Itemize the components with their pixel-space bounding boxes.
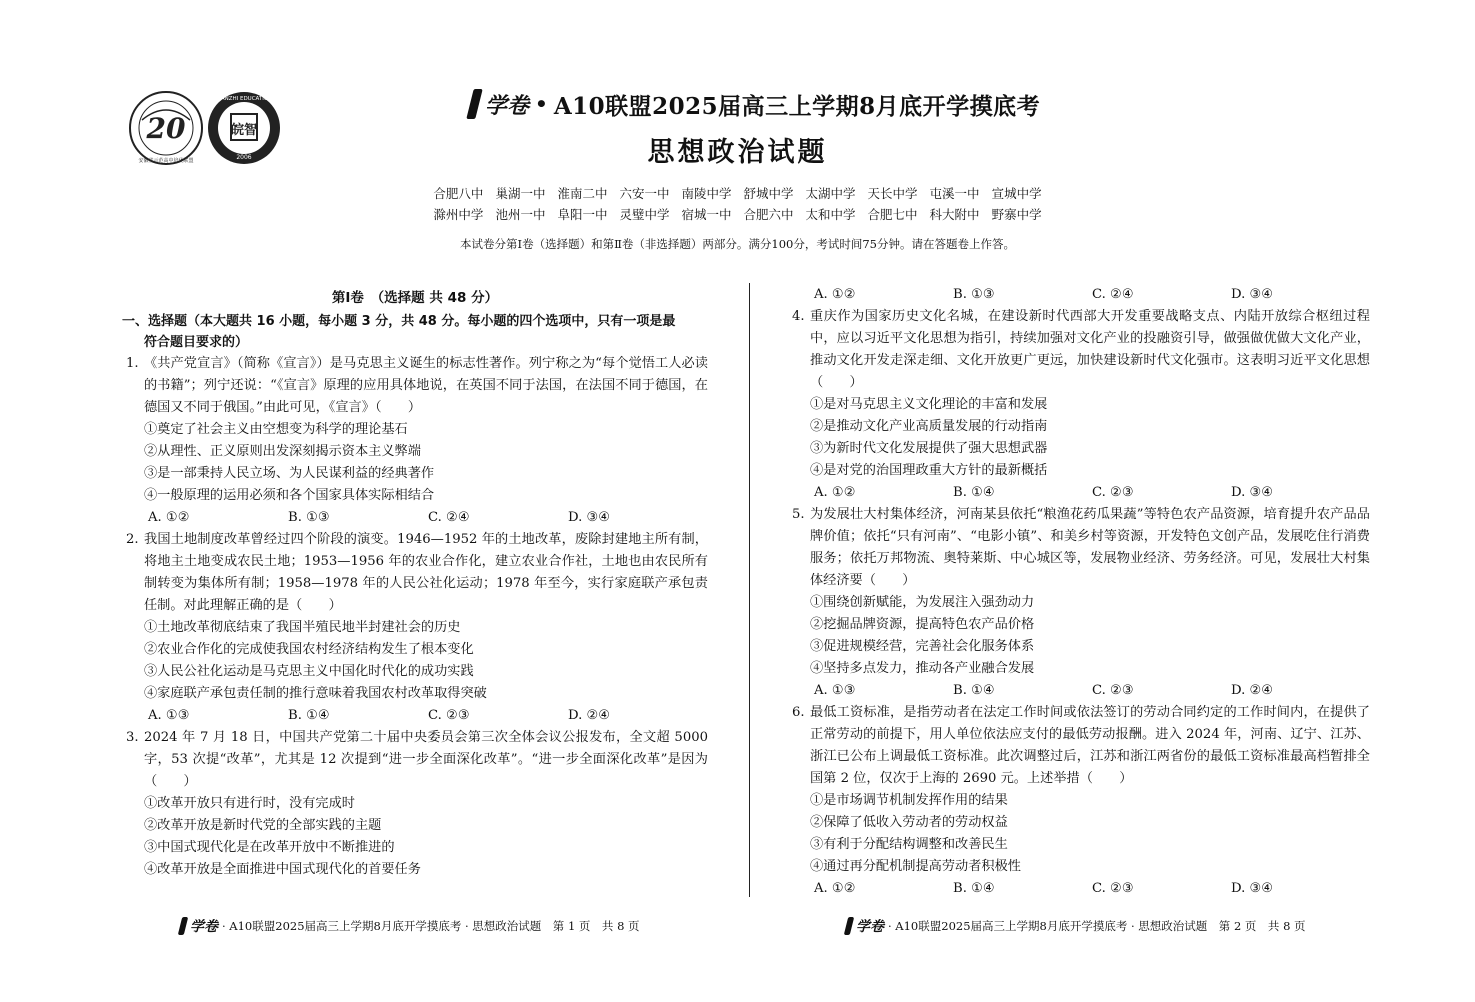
- question-statement: ①改革开放只有进行时，没有完成时: [144, 796, 355, 811]
- answer-choice: A. ①②: [148, 510, 190, 525]
- school-name: 六安一中: [619, 186, 670, 201]
- page-2-column: [788, 284, 1370, 900]
- question-item: [122, 727, 708, 881]
- answer-choice: A. ①②: [814, 881, 856, 896]
- question-statement: ③有利于分配结构调整和改善民生: [810, 837, 1008, 852]
- page-1-column: [122, 287, 708, 881]
- footer-brand-bar-icon: [178, 917, 188, 935]
- question-statement: ②是推动文化产业高质量发展的行动指南: [810, 419, 1048, 434]
- brand-bar-icon: [466, 89, 482, 119]
- title-dot: •: [535, 92, 548, 116]
- question-number: 1.: [126, 356, 139, 371]
- question-stem: 重庆作为国家历史文化名城，在建设新时代西部大开发重要战略支点、内陆开放综合枢纽过程中，应以习近平文化思想为指引，持续加强对文化产业的投融资引导，做强做优做大文化产业，推动文化开发走深走细、文化开放更广更远，加快建设新时代文化强市。这表明习近平文化思想（ ）: [810, 309, 1370, 390]
- answer-choice: C. ②③: [1092, 485, 1134, 500]
- wanzhi-seal-year: 2006: [236, 154, 252, 161]
- question-statement: ④改革开放是全面推进中国式现代化的首要任务: [144, 862, 421, 877]
- answer-choices: [788, 482, 1370, 504]
- svg-text:20: 20: [146, 112, 186, 145]
- question-statement: ①是对马克思主义文化理论的丰富和发展: [810, 397, 1048, 412]
- league-seal-text: 安徽省示范高中培优联盟: [138, 158, 194, 164]
- question-statement: ①是市场调节机制发挥作用的结果: [810, 793, 1008, 808]
- question-stem: 为发展壮大村集体经济，河南某县依托“粮渔花药瓜果蔬”等特色农产品资源，培育提升农产品品牌价值；依托“只有河南”、“电影小镇”、和美乡村等资源，开发特色文创产品，发展吃住行消费服务；依托万邦物流、奥特莱斯、中心城区等，发展物业经济、劳务经济。可见，发展壮大村集体经济要（ ）: [810, 507, 1370, 588]
- answer-choice: B. ①③: [953, 287, 995, 302]
- page-2-footer: [846, 916, 1306, 936]
- question-statement: ④是对党的治国理政重大方针的最新概括: [810, 463, 1048, 478]
- footer-brand-name: 学卷: [856, 919, 884, 935]
- answer-choice: A. ①②: [814, 485, 856, 500]
- question-item: [122, 529, 708, 705]
- answer-choice: C. ②③: [1092, 683, 1134, 698]
- subject-title: 思想政治试题: [647, 137, 828, 168]
- question-number: 6.: [792, 705, 805, 720]
- answer-choice: C. ②④: [428, 510, 470, 525]
- question-statement: ④坚持多点发力，推动各产业融合发展: [810, 661, 1035, 676]
- question-statement: ②保障了低收入劳动者的劳动权益: [810, 815, 1008, 830]
- answer-choice: A. ①②: [814, 287, 856, 302]
- exam-title-line: [470, 84, 1090, 124]
- question-statement: ①奠定了社会主义由空想变为科学的理论基石: [144, 422, 408, 437]
- exam-title: A10联盟2025届高三上学期8月底开学摸底考: [553, 92, 1041, 120]
- question-stem: 最低工资标准，是指劳动者在法定工作时间或依法签订的劳动合同约定的工作时间内，在提供了正常劳动的前提下，用人单位依法应支付的最低劳动报酬。进入 2024 年，河南、辽宁、江苏、浙江已公布上调最低工资标准。此次调整过后，江苏和浙江两省份的最低工资标准最高档暂排全国第 2 位，仅次于上海的 2690 元。上述举措（ ）: [810, 705, 1370, 786]
- answer-choice: A. ①③: [814, 683, 856, 698]
- question-item: [788, 702, 1370, 878]
- part-1-title: 第Ⅰ卷 （选择题 共 48 分）: [331, 290, 499, 306]
- school-name: 科大附中: [929, 207, 980, 222]
- page-1-footer: [180, 916, 640, 936]
- section-1-title: [122, 311, 708, 353]
- answer-choice: D. ③④: [1231, 485, 1274, 500]
- answer-choices: [788, 284, 1370, 306]
- school-name: 灵璧中学: [619, 207, 670, 222]
- answer-choice: C. ②③: [1092, 881, 1134, 896]
- school-name: 屯溪一中: [929, 186, 980, 201]
- schools-row-2: [0, 205, 1475, 223]
- school-name: 合肥六中: [743, 207, 794, 222]
- question-item: [788, 306, 1370, 482]
- school-name: 宣城中学: [991, 186, 1042, 201]
- column-divider: [749, 283, 750, 897]
- school-name: 太和中学: [805, 207, 856, 222]
- school-name: 合肥八中: [433, 186, 484, 201]
- answer-choices: [788, 680, 1370, 702]
- answer-choice: B. ①④: [288, 708, 330, 723]
- answer-choice: B. ①③: [288, 510, 330, 525]
- school-name: 南陵中学: [681, 186, 732, 201]
- school-name: 野寨中学: [991, 207, 1042, 222]
- question-statement: ③促进规模经营，完善社会化服务体系: [810, 639, 1035, 654]
- school-name: 滁州中学: [433, 207, 484, 222]
- question-number: 3.: [126, 730, 139, 745]
- school-name: 太湖中学: [805, 186, 856, 201]
- question-statement: ①围绕创新赋能，为发展注入强劲动力: [810, 595, 1035, 610]
- question-statement: ④一般原理的运用必须和各个国家具体实际相结合: [144, 488, 435, 503]
- question-statement: ②农业合作化的完成使我国农村经济结构发生了根本变化: [144, 642, 474, 657]
- answer-choice: C. ②③: [428, 708, 470, 723]
- schools-row-1: [0, 184, 1475, 202]
- section-1-line-1: 一、选择题（本大题共 16 小题，每小题 3 分，共 48 分。每小题的四个选项中，只有一项是最: [122, 314, 676, 329]
- question-item: [122, 353, 708, 507]
- answer-choices: [122, 705, 708, 727]
- school-name: 巢湖一中: [495, 186, 546, 201]
- footer-text: · A10联盟2025届高三上学期8月底开学摸底考 · 思想政治试题 第 2 页 共 8 页: [888, 919, 1306, 933]
- answer-choice: D. ②④: [568, 708, 611, 723]
- question-stem: 《共产党宣言》（简称《宣言》）是马克思主义诞生的标志性著作。列宁称之为“每个觉悟工人必读的书籍”；列宁还说：“《宣言》原理的应用具体地说，在英国不同于法国，在法国不同于德国，在德国又不同于俄国。”由此可见，《宣言》（ ）: [144, 356, 708, 415]
- school-name: 天长中学: [867, 186, 918, 201]
- wanzhi-seal-center: 皖智: [230, 123, 258, 138]
- question-statement: ②挖掘品牌资源，提高特色农产品价格: [810, 617, 1035, 632]
- question-statement: ④家庭联产承包责任制的推行意味着我国农村改革取得突破: [144, 686, 487, 701]
- question-statement: ③是一部秉持人民立场、为人民谋利益的经典著作: [144, 466, 435, 481]
- question-item: [788, 504, 1370, 680]
- answer-choice: D. ③④: [1231, 881, 1274, 896]
- footer-text: · A10联盟2025届高三上学期8月底开学摸底考 · 思想政治试题 第 1 页 共 8 页: [222, 919, 640, 933]
- answer-choices: [788, 878, 1370, 900]
- school-name: 池州一中: [495, 207, 546, 222]
- answer-choice: C. ②④: [1092, 287, 1134, 302]
- question-statement: ②从理性、正义原则出发深刻揭示资本主义弊端: [144, 444, 421, 459]
- question-statement: ④通过再分配机制提高劳动者积极性: [810, 859, 1021, 874]
- question-number: 5.: [792, 507, 805, 522]
- answer-choice: B. ①④: [953, 683, 995, 698]
- question-statement: ③中国式现代化是在改革开放中不断推进的: [144, 840, 395, 855]
- question-number: 4.: [792, 309, 805, 324]
- school-name: 淮南二中: [557, 186, 608, 201]
- answer-choices: [122, 507, 708, 529]
- brand-logo: [470, 86, 529, 122]
- answer-choice: B. ①④: [953, 881, 995, 896]
- school-name: 舒城中学: [743, 186, 794, 201]
- answer-choice: B. ①④: [953, 485, 995, 500]
- question-stem: 2024 年 7 月 18 日，中国共产党第二十届中央委员会第三次全体会议公报发布，全文超 5000 字，53 次提“改革”，尤其是 12 次提到“进一步全面深化改革”。“进一步全面深化改革”是因为（ ）: [144, 730, 708, 789]
- answer-choice: D. ②④: [1231, 683, 1274, 698]
- question-statement: ③为新时代文化发展提供了强大思想武器: [810, 441, 1048, 456]
- question-statement: ③人民公社化运动是马克思主义中国化时代化的成功实践: [144, 664, 474, 679]
- school-name: 阜阳一中: [557, 207, 608, 222]
- footer-brand-bar-icon: [844, 917, 854, 935]
- answer-choice: A. ①③: [148, 708, 190, 723]
- exam-header: [0, 78, 1475, 308]
- section-1-line-2: 符合题目要求的）: [144, 335, 249, 350]
- brand-name: 学卷: [485, 92, 530, 119]
- question-number: 2.: [126, 532, 139, 547]
- school-name: 宿城一中: [681, 207, 732, 222]
- answer-choice: D. ③④: [568, 510, 611, 525]
- question-stem: 我国土地制度改革曾经过四个阶段的演变。1946—1952 年的土地改革，废除封建地主所有制，将地主土地变成农民土地；1953—1956 年的农业合作化，建立农业合作社，土地也由农民所有制转变为集体所有制；1958—1978 年的人民公社化运动；1978 年至今，实行家庭联产承包责任制。对此理解正确的是（ ）: [144, 532, 708, 613]
- question-statement: ②改革开放是新时代党的全部实践的主题: [144, 818, 382, 833]
- school-name: 合肥七中: [867, 207, 918, 222]
- footer-brand-name: 学卷: [190, 919, 218, 935]
- answer-choice: D. ③④: [1231, 287, 1274, 302]
- question-statement: ①土地改革彻底结束了我国半殖民地半封建社会的历史: [144, 620, 461, 635]
- wanzhi-seal-ring-text: WANZHI EDUCATION: [215, 96, 273, 102]
- exam-instructions: 本试卷分第Ⅰ卷（选择题）和第Ⅱ卷（非选择题）两部分。满分100分，考试时间75分钟。请在答题卷上作答。: [460, 237, 1015, 251]
